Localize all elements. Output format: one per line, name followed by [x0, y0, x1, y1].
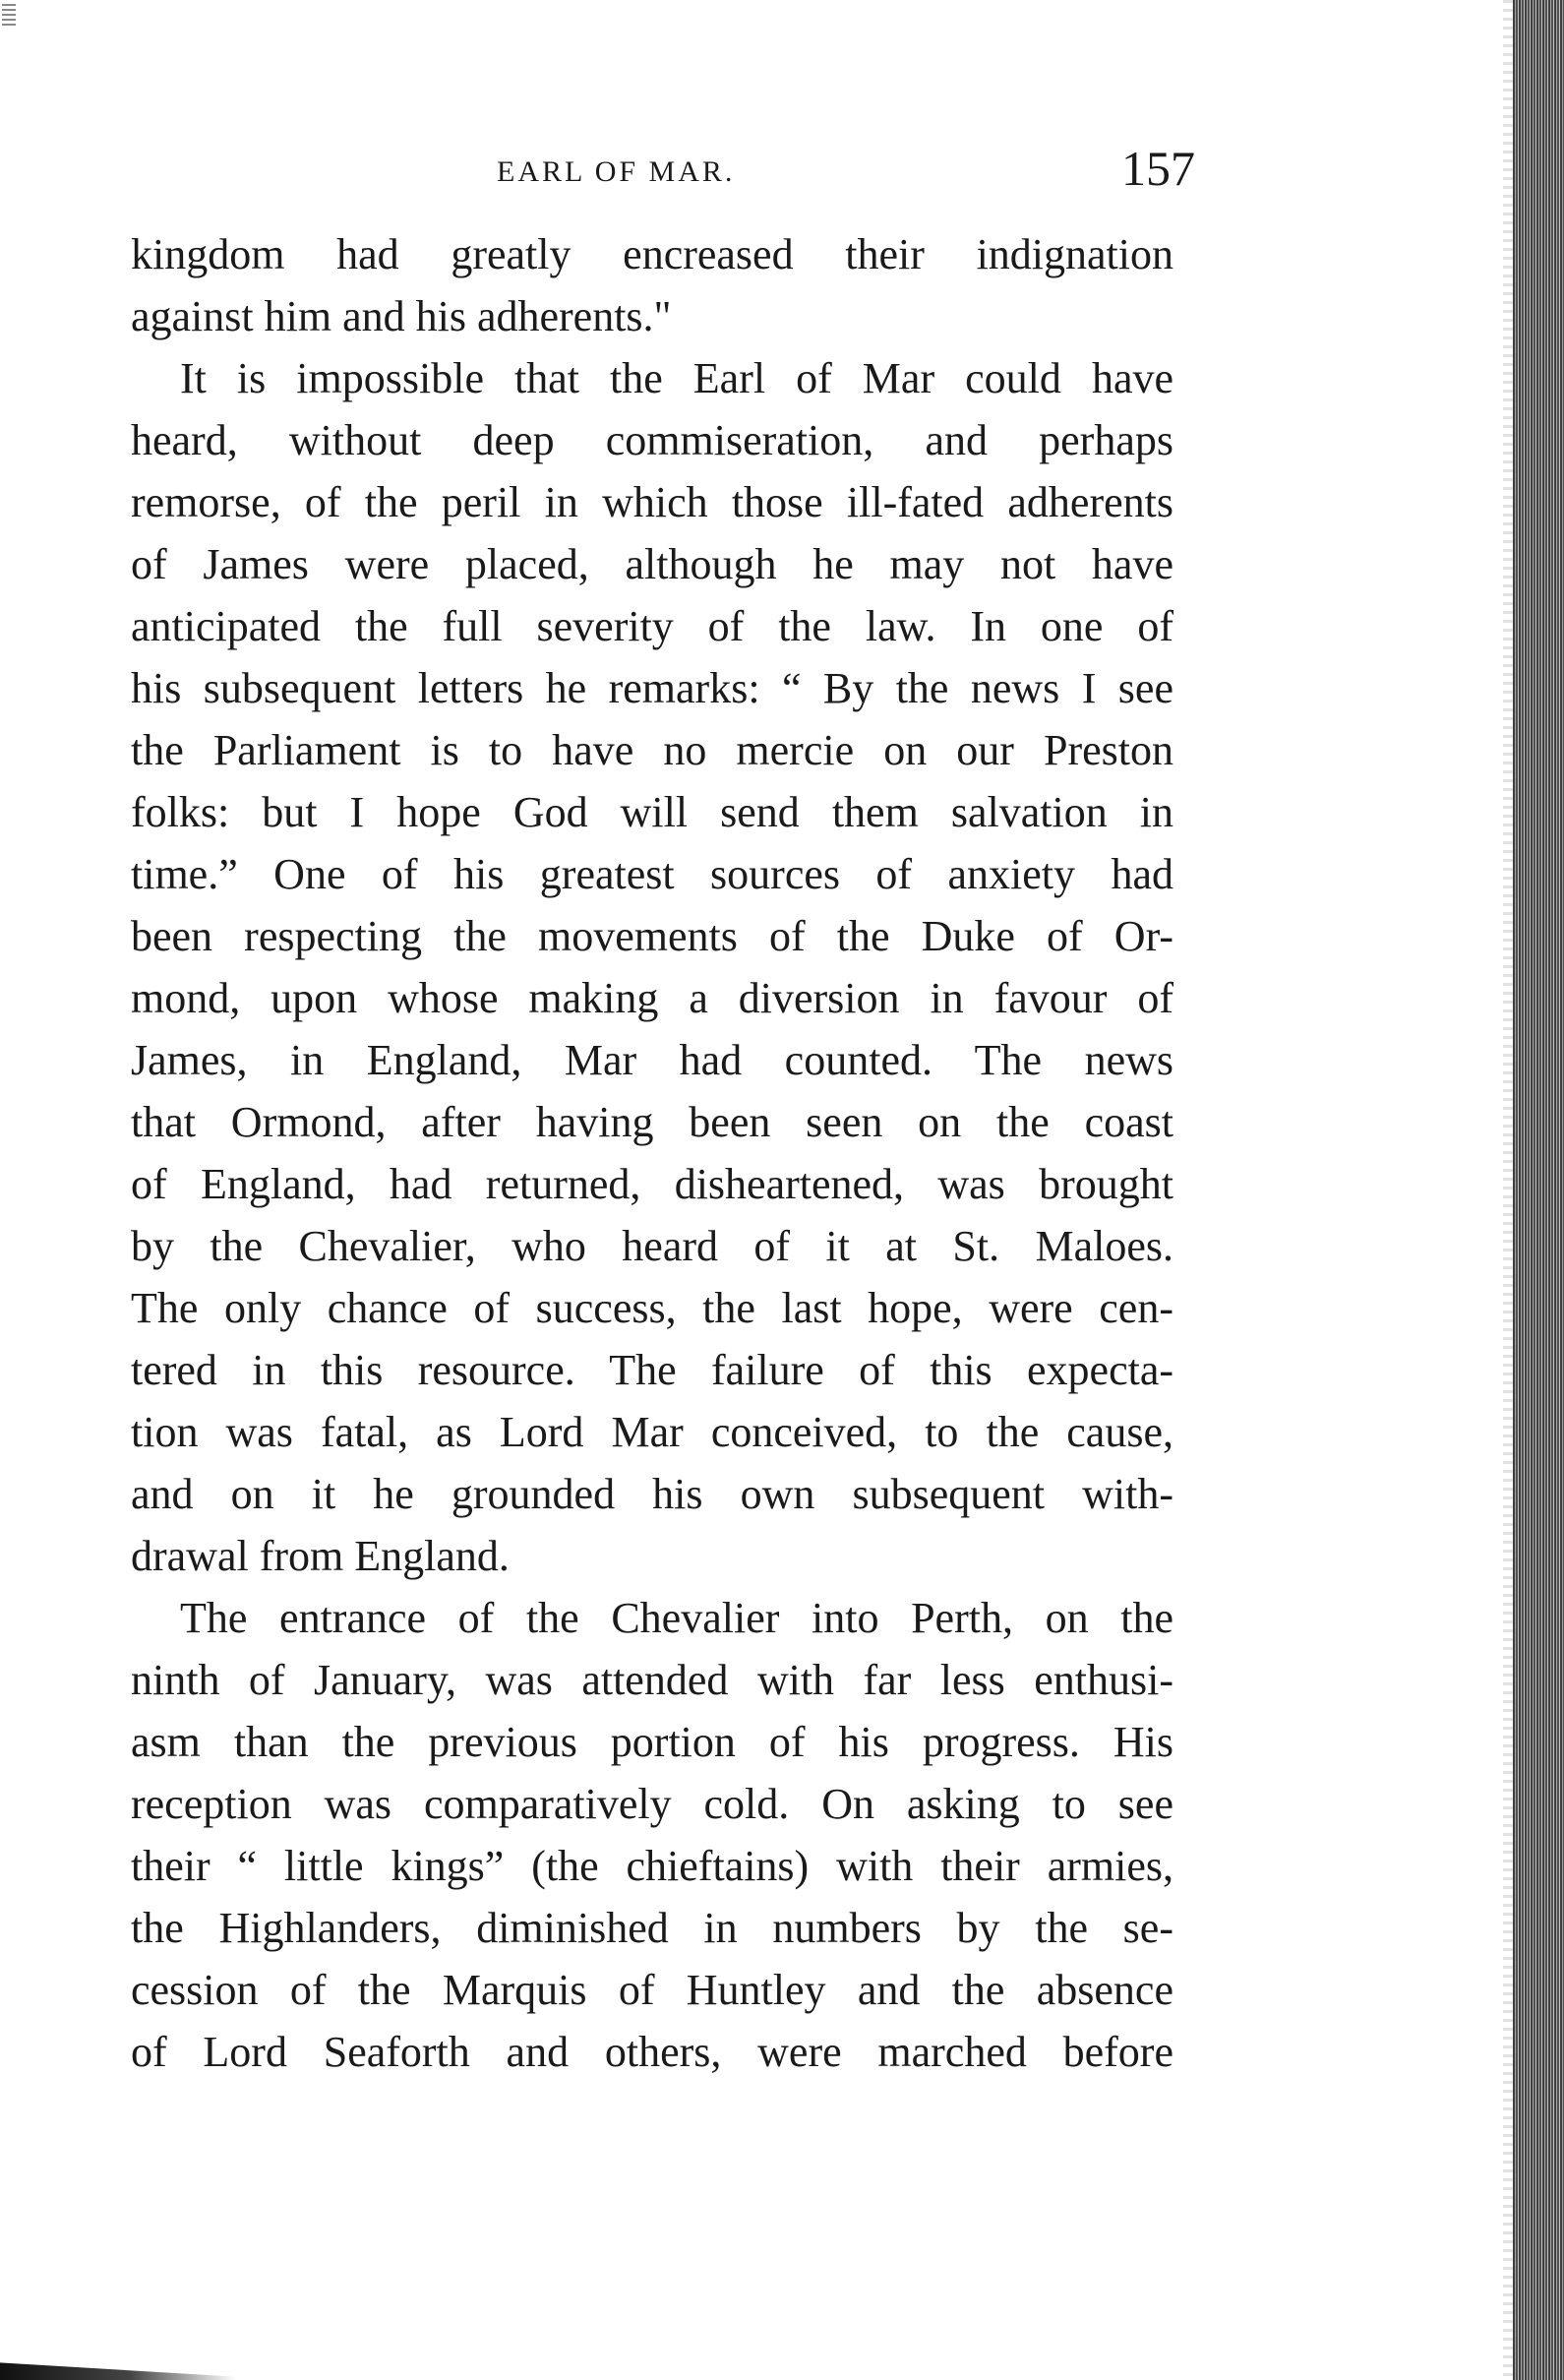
text-line-30: of Lord Seaforth and others, were marched before — [131, 2028, 1173, 2076]
text-line-10: folks: but I hope God will send them salvation in — [131, 788, 1173, 836]
text-line-28: the Highlanders, diminished in numbers by the se- — [131, 1904, 1173, 1952]
text-line-21: and on it he grounded his own subsequent with- — [131, 1470, 1173, 1518]
text-line-13: mond, upon whose making a diversion in favour of — [131, 974, 1173, 1022]
text-line-27: their “ little kings” (the chieftains) with their armies, — [131, 1842, 1173, 1890]
text-line-2: against him and his adherents." — [131, 292, 672, 340]
text-line-14: James, in England, Mar had counted. The news — [131, 1036, 1173, 1084]
text-line-15: that Ormond, after having been seen on the coast — [131, 1098, 1173, 1146]
scan-corner-mark — [0, 2358, 236, 2380]
text-line-23: The entrance of the Chevalier into Perth, on the — [180, 1594, 1173, 1642]
text-line-11: time.” One of his greatest sources of anxiety had — [131, 850, 1173, 898]
text-line-9: the Parliament is to have no mercie on our Preston — [131, 726, 1173, 774]
text-line-25: asm than the previous portion of his progress. His — [131, 1718, 1173, 1766]
running-title: EARL OF MAR. — [497, 155, 736, 188]
text-line-18: The only chance of success, the last hope, were cen- — [131, 1284, 1173, 1332]
text-line-29: cession of the Marquis of Huntley and the absence — [131, 1966, 1173, 2014]
text-line-1: kingdom had greatly encreased their indignation — [131, 230, 1173, 278]
text-line-22: drawal from England. — [131, 1532, 510, 1580]
text-line-16: of England, had returned, disheartened, was brought — [131, 1160, 1173, 1208]
text-line-24: ninth of January, was attended with far less enthusi- — [131, 1656, 1173, 1704]
text-line-17: by the Chevalier, who heard of it at St. Maloes. — [131, 1222, 1173, 1270]
text-line-6: of James were placed, although he may not have — [131, 540, 1173, 588]
text-line-7: anticipated the full severity of the law. In one of — [131, 602, 1173, 650]
text-line-26: reception was comparatively cold. On asking to see — [131, 1780, 1173, 1828]
text-line-3: It is impossible that the Earl of Mar could have — [180, 354, 1173, 402]
scan-speck — [2, 2, 16, 26]
text-line-12: been respecting the movements of the Duke of Or- — [131, 912, 1173, 960]
page-gutter-shadow — [1503, 0, 1513, 2380]
text-line-8: his subsequent letters he remarks: “ By the news I see — [131, 664, 1173, 712]
text-line-20: tion was fatal, as Lord Mar conceived, to the cause, — [131, 1408, 1173, 1456]
page-number: 157 — [1121, 141, 1195, 196]
text-line-19: tered in this resource. The failure of this expecta- — [131, 1346, 1173, 1394]
text-line-4: heard, without deep commiseration, and perhaps — [131, 416, 1173, 464]
book-spine-edge — [1513, 0, 1564, 2380]
text-line-5: remorse, of the peril in which those ill-fated adherents — [131, 478, 1173, 526]
